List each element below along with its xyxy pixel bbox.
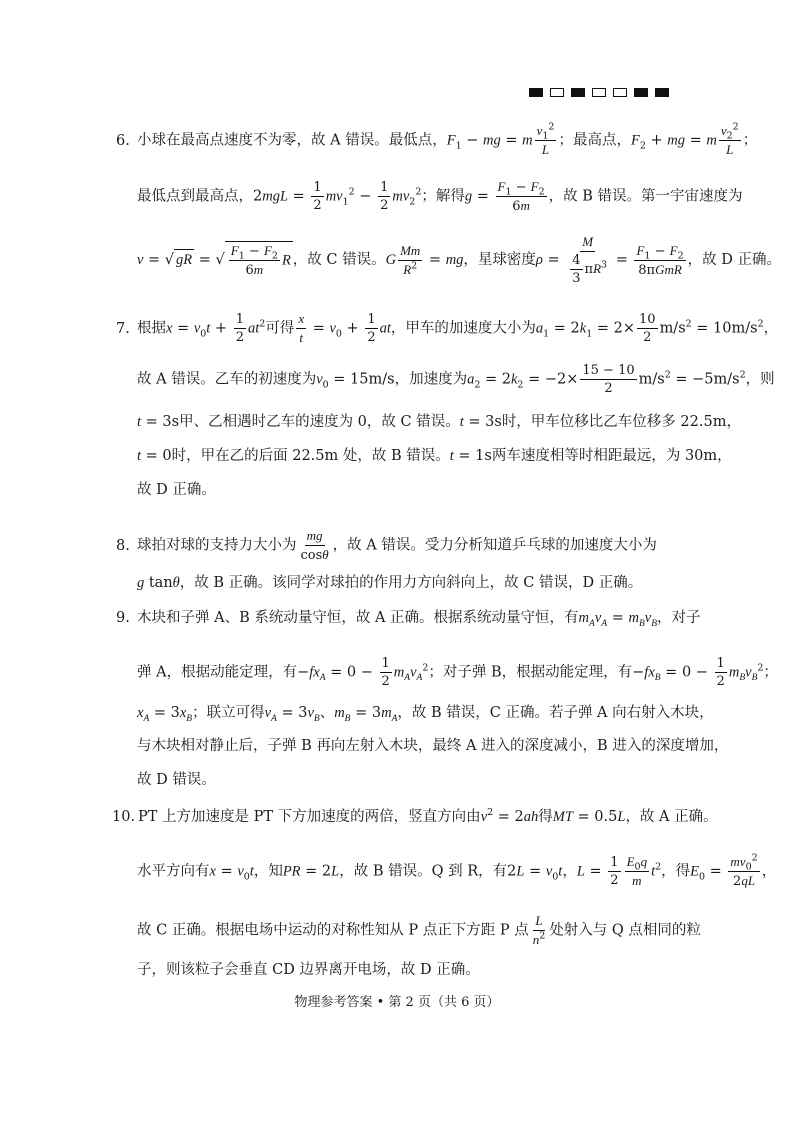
q6-number: 6. [116,132,130,149]
q9-line-2: 弹 A，根据动能定理，有$-fx_A = 0$ − $\frac{1}{2}$ $m_Av_A^2$；对子弹 B，根据动能定理，有$-fx_B = 0$ − $\frac{1}{2}$ $m_Bv_B^2$； [137,656,778,689]
q7-line-3: t = 3s甲、乙相遇时乙车的速度为 0，故 C 错误。t = 3s时，甲车位移比乙车位移多 22.5m， [137,414,741,430]
q7-line-5: 故 D 正确。 [137,482,216,498]
header-square [655,88,669,97]
q8-line-1: 8. 球拍对球的支持力大小为 $\frac{mg}{\cos\theta}$ ，故 A 错误。受力分析知道乒乓球的加速度大小为 [116,528,657,563]
q10-line-1: 10. PT 上方加速度是 PT 下方加速度的两倍，竖直方向由$v^2 = 2ah$得MT = 0.5L，故 A 正确。 [112,807,718,825]
q10-line-2: 水平方向有$x = v_0t$，知PR = 2L，故 B 错误。Q 到 R，有$2L = v_0t$，L = $\frac{1}{2}$ $\frac{E_0q}{m}$ $t^2$，得$E_0$ = $\frac{mv_0^2}{2qL}$ ， [137,852,777,889]
q8-line-2: g tanθ，故 B 正确。该同学对球拍的作用力方向斜向上，故 C 错误，D 正确。 [137,575,643,591]
q6-line-3: v = √ gR = √ $\frac{F_1 - F_2}{6m}$ R ，故 C 错误。G $\frac{Mm}{R^2}$ = mg，星球密度ρ = M $\frac{4}{3}$ $\pi R^3$ = $\frac{F_1 - F_2}{\text{8πGmR}}$ ，故 D 正确。 [137,234,781,286]
q7-line-2: 故 A 错误。乙车的初速度为$v_0 = 15m/s$，加速度为$a_2 = 2k_2 = -2\times$ $\frac{15 - 10}{2}$ $m/s^2 = -5m/s^2$，则 [137,363,775,396]
q6-line-2: 最低点到最高点，2mgL = $\frac{1}{2}$ $mv_1^2$ − $\frac{1}{2}$ $mv_2^2$；解得g = $\frac{F_1 - F_2}{6m}$ ，故 B 错误。第一宇宙速度为 [137,179,743,214]
q7-line-1: 7. 根据$x = v_0t$ + $\frac{1}{2}$ $at^2$可得 $\frac{x}{t}$ = $v_0$ + $\frac{1}{2}$ at，甲车的加速度大小为$a_1 = 2k_1 = 2\times$ $\frac{10}{2}$ $m/s^2 = 10m/s^2$， [116,311,779,345]
header-square [550,88,564,97]
q10-line-3: 故 C 正确。根据电场中运动的对称性知从 P 点正下方距 P 点 $\frac{L}{n^2}$ 处射入与 Q 点相同的粒 [137,913,701,947]
q7-line-4: t = 0时，甲在乙的后面 22.5m 处，故 B 错误。t = 1s两车速度相等时相距最远，为 30m， [137,448,732,464]
q10-line-4: 子，则该粒子会垂直 CD 边界离开电场，故 D 正确。 [137,962,480,978]
header-square [571,88,585,97]
q6-line-1: 6. 小球在最高点速度不为零，故 A 错误。最低点，$F_1$ − mg = m $\frac{v_1^2}{L}$ ；最高点，$F_2$ + mg = m $\frac{v_2^2}{L}$ ； [116,121,758,157]
q9-line-3: $x_A = 3x_B$；联立可得$v_A = 3v_B$、$m_B = 3m_A$，故 B 错误，C 正确。若子弹 A 向右射入木块， [137,705,714,724]
header-square [613,88,627,97]
header-square [634,88,648,97]
q7-number: 7. [116,320,130,337]
header-squares [529,88,669,97]
header-square [529,88,543,97]
q9-line-4: 与木块相对静止后，子弹 B 再向左射入木块，最终 A 进入的深度减小，B 进入的深度增加， [137,738,729,754]
q9-line-5: 故 D 错误。 [137,772,216,788]
header-square [592,88,606,97]
q9-line-1: 9. 木块和子弹 A、B 系统动量守恒，故 A 正确。根据系统动量守恒，有$m_Av_A = m_Bv_B$，对子 [116,610,701,629]
q10-number: 10. [112,809,136,825]
q8-number: 8. [116,537,130,554]
page-footer: 物理参考答案 • 第 2 页（共 6 页） [294,995,500,1010]
q9-number: 9. [116,610,130,626]
